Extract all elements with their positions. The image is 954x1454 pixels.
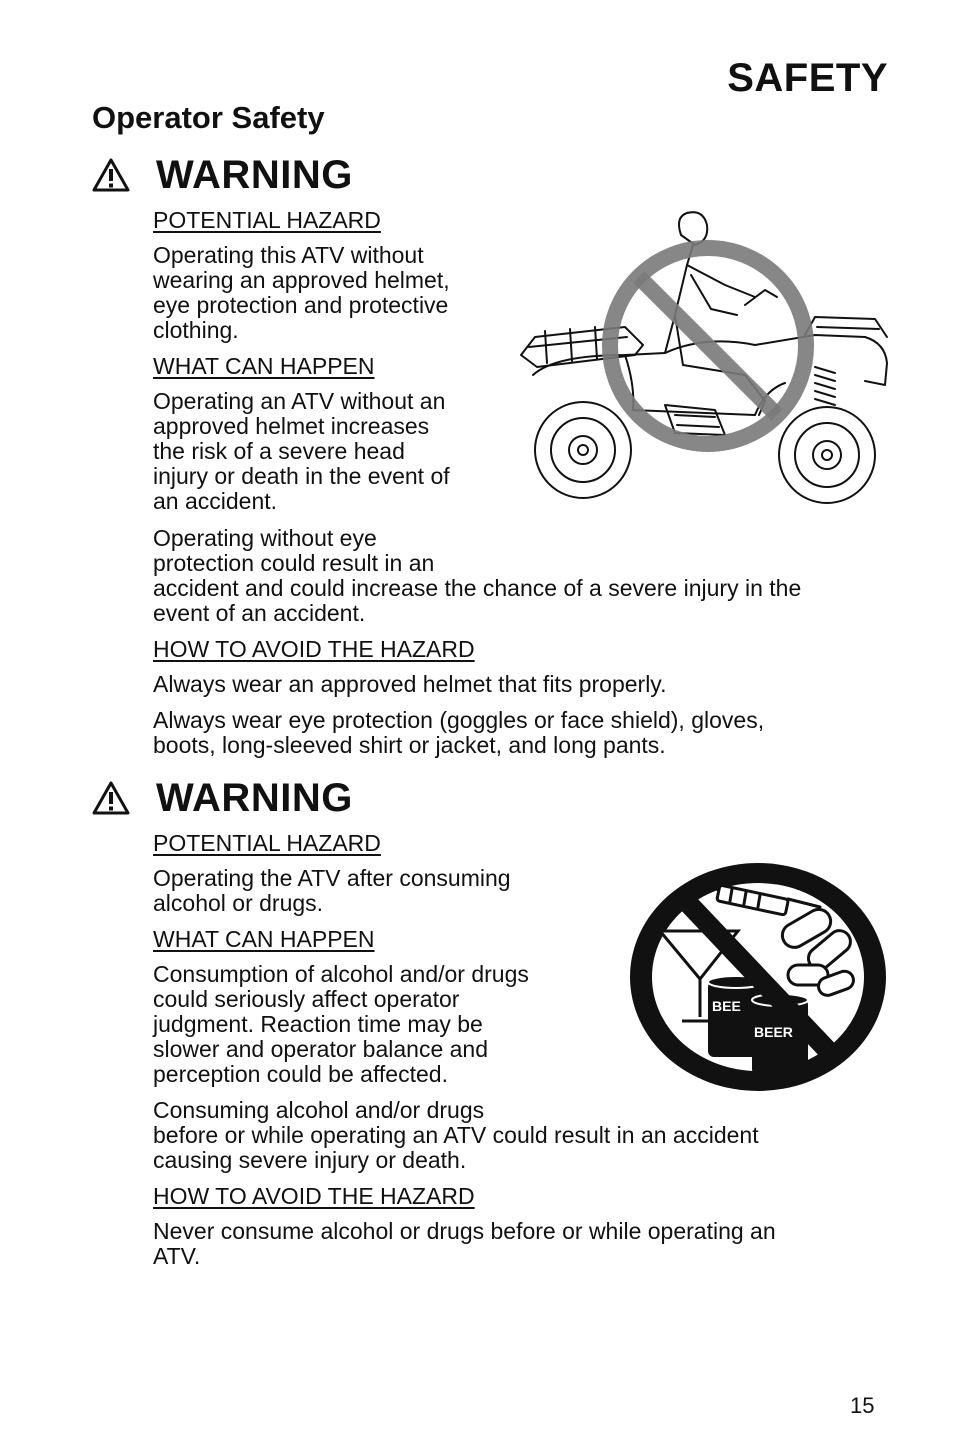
warning-1-potential-hazard-label: POTENTIAL HAZARD [153,207,381,233]
warning-2-how-to-avoid-text: Never consume alcohol or drugs before or while operating an ATV. [153,1218,776,1269]
can-label-2: BEER [754,1024,793,1040]
warning-2-potential-hazard-text: Operating the ATV after consuming alcohol or drugs. [153,865,511,916]
warning-2-how-to-avoid-label: HOW TO AVOID THE HAZARD [153,1183,475,1209]
section-title: SAFETY [727,56,888,100]
warning-2-what-can-happen-label: WHAT CAN HAPPEN [153,926,375,952]
warning-2-heading: WARNING [156,775,353,820]
warning-1-heading: WARNING [156,152,353,197]
warning-1-how-to-avoid-label: HOW TO AVOID THE HAZARD [153,636,475,662]
can-label-1: BEE [712,998,741,1014]
no-helmet-atv-prohibited-icon [515,205,895,510]
warning-triangle-icon [92,781,130,815]
warning-2-potential-hazard-label: POTENTIAL HAZARD [153,830,381,856]
page-number: 15 [850,1393,875,1418]
warning-1-what-can-happen-text: Operating an ATV without an approved helmet increases the risk of a severe head injury or death in the event of an accident. [153,388,450,514]
warning-1-header [92,151,353,199]
subsection-heading: Operator Safety [92,100,325,135]
warning-triangle-icon [92,158,130,192]
no-alcohol-drugs-icon [628,861,888,1093]
warning-1-what-can-happen-text-2: Operating without eye protection could result in an accident and could increase the chance of a severe injury in the event of an accident. [153,525,802,626]
warning-1-how-to-avoid-text-2: Always wear eye protection (goggles or face shield), gloves, boots, long-sleeved shirt or jacket, and long pants. [153,707,765,758]
warning-1-what-can-happen-label: WHAT CAN HAPPEN [153,353,375,379]
warning-1-how-to-avoid-text: Always wear an approved helmet that fits properly. [153,671,667,697]
warning-2-what-can-happen-text: Consumption of alcohol and/or drugs could seriously affect operator judgment. Reaction time may be slower and operator balance and perception could be affected. [153,961,529,1087]
warning-2-what-can-happen-text-2: Consuming alcohol and/or drugs before or while operating an ATV could result in an accident causing severe injury or death. [153,1097,759,1173]
warning-1-potential-hazard-text: Operating this ATV without wearing an approved helmet, eye protection and protective clothing. [153,242,450,343]
warning-2-header [92,774,353,822]
